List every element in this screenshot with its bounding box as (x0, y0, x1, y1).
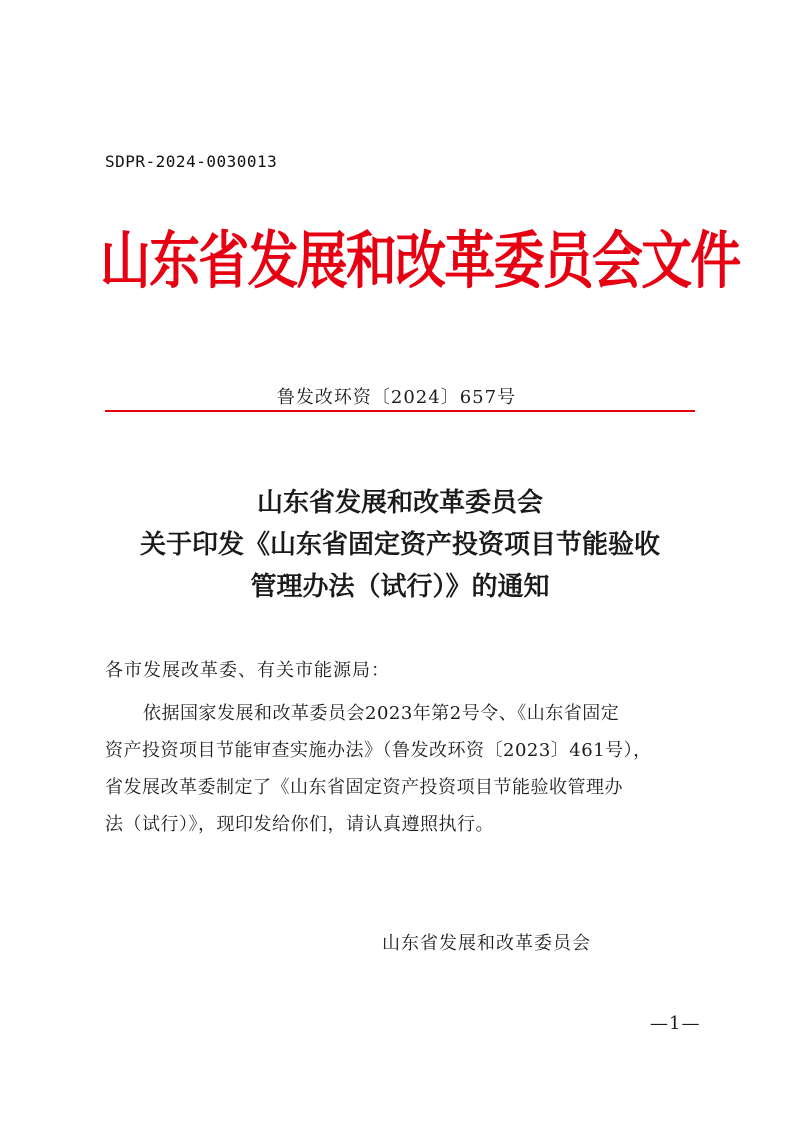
body-line: 法（试行）》，现印发给你们，请认真遵照执行。 (105, 814, 494, 835)
body-line: 省发展改革委制定了《山东省固定资产投资项目节能验收管理办 (105, 777, 623, 798)
document-title (100, 482, 700, 608)
issuer-signature: 山东省发展和改革委员会 (382, 933, 591, 954)
document-number: 鲁发改环资〔2024〕657号 (276, 387, 517, 408)
body-paragraph (105, 695, 695, 843)
document-masthead: 山东省发展和改革委员会文件 (100, 224, 740, 297)
red-divider-line (105, 410, 695, 412)
document-code: SDPR-2024-0030013 (105, 152, 278, 171)
body-line: 依据国家发展和改革委员会2023年第2号令、《山东省固定 (143, 703, 620, 724)
title-line: 山东省发展和改革委员会 (256, 488, 543, 518)
body-line: 资产投资项目节能审查实施办法》（鲁发改环资〔2023〕461号）， (105, 740, 652, 761)
page-number: —1— (650, 1013, 701, 1034)
title-line: 关于印发《山东省固定资产投资项目节能验收 (139, 530, 660, 560)
title-line: 管理办法（试行）》的通知 (250, 572, 550, 602)
addressee: 各市发展改革委、有关市能源局： (105, 660, 390, 681)
